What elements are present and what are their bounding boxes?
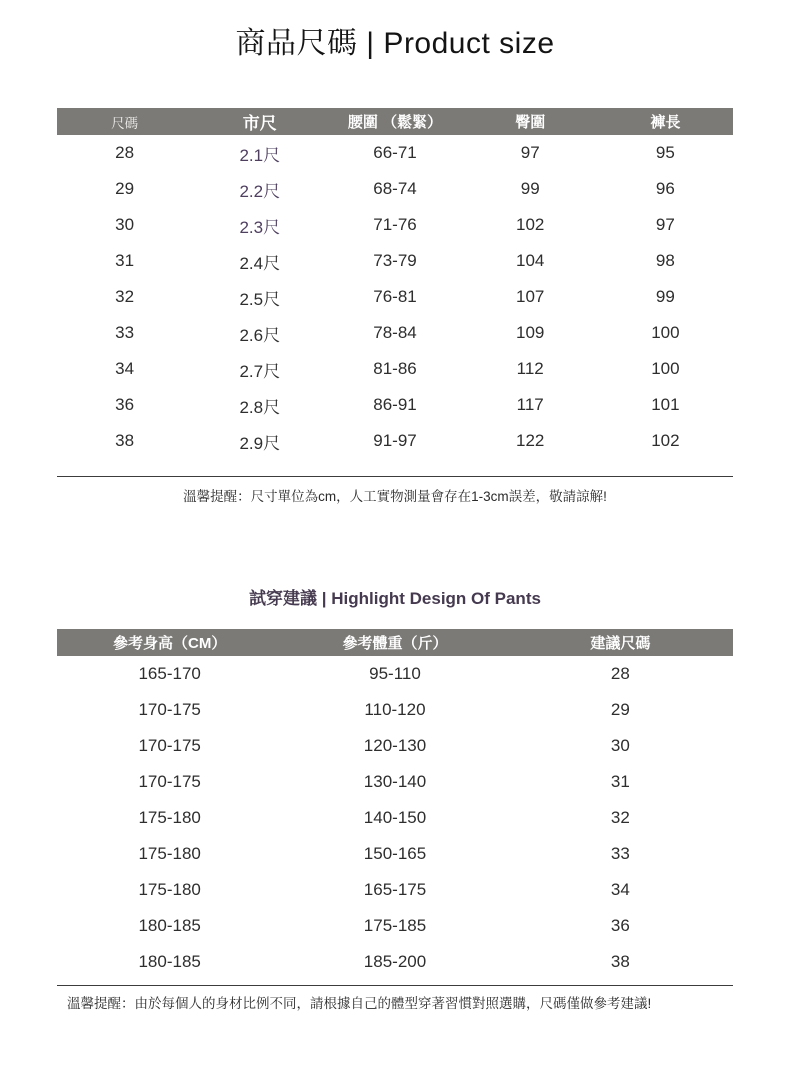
- size-table-row: [57, 207, 733, 243]
- fit-table-cell: 170-175: [138, 736, 201, 755]
- size-table-cell: 99: [655, 287, 675, 306]
- fit-table-body: [57, 656, 733, 980]
- fit-table-cell: 28: [610, 664, 630, 683]
- size-table-cell: 2.8尺: [239, 397, 281, 417]
- fit-table-cell: 29: [610, 700, 630, 719]
- size-table-note: 溫馨提醒：尺寸單位為cm，人工實物測量會存在1-3cm誤差，敬請諒解!: [183, 489, 607, 504]
- size-table: [57, 108, 733, 459]
- size-table-cell: 122: [516, 431, 545, 450]
- size-table-cell: 71-76: [373, 215, 417, 234]
- size-table-cell: 86-91: [373, 395, 417, 414]
- fit-table-cell: 175-180: [138, 880, 201, 899]
- size-table-cell: 2.7尺: [239, 361, 281, 381]
- fit-table-row: [57, 944, 733, 980]
- fit-table-cell: 165-170: [138, 664, 201, 683]
- size-table-cell: 101: [651, 395, 680, 414]
- content-area: [57, 108, 733, 1012]
- size-table-header-1: 市尺: [242, 114, 277, 133]
- fit-table-cell: 31: [610, 772, 630, 791]
- fit-table-cell: 110-120: [364, 700, 426, 719]
- fit-table-cell: 170-175: [138, 772, 201, 791]
- size-table-cell: 68-74: [373, 179, 417, 198]
- size-table-cell: 2.9尺: [239, 433, 281, 453]
- page-title: 商品尺碼 | Product size: [235, 27, 555, 60]
- size-table-row: [57, 351, 733, 387]
- fit-table-cell: 120-130: [363, 736, 427, 755]
- fit-table-row: [57, 656, 733, 692]
- fit-table-cell: 175-180: [138, 844, 201, 863]
- size-table-cell: 100: [651, 359, 680, 378]
- fit-table-cell: 130-140: [363, 772, 427, 791]
- fit-table-header-row: [57, 629, 733, 656]
- size-table-cell: 96: [655, 179, 675, 198]
- size-table-header-0: 尺碼: [111, 115, 139, 131]
- fit-table-cell: 36: [610, 916, 630, 935]
- fit-table-cell: 185-200: [363, 952, 427, 971]
- size-table-cell: 91-97: [373, 431, 417, 450]
- size-table-cell: 2.1尺: [239, 145, 281, 165]
- size-table-body: [57, 135, 733, 459]
- size-table-cell: 107: [516, 287, 545, 306]
- size-table-cell: 117: [516, 395, 544, 414]
- fit-table-cell: 38: [610, 952, 630, 971]
- size-table-row: [57, 423, 733, 459]
- size-table-cell: 76-81: [373, 287, 417, 306]
- size-table-header-4: 褲長: [650, 114, 681, 131]
- size-table-row: [57, 135, 733, 171]
- fit-table-row: [57, 872, 733, 908]
- fit-table-row: [57, 908, 733, 944]
- size-table-cell: 109: [516, 323, 545, 342]
- fit-table-cell: 140-150: [363, 808, 427, 827]
- size-table-cell: 112: [516, 359, 544, 378]
- size-table-cell: 97: [520, 143, 540, 162]
- size-table-cell: 28: [115, 143, 135, 162]
- size-table-cell: 33: [115, 323, 135, 342]
- fit-table-cell: 34: [610, 880, 630, 899]
- size-table-row: [57, 279, 733, 315]
- divider: [57, 476, 733, 477]
- fit-table: [57, 629, 733, 980]
- size-table-cell: 95: [655, 143, 675, 162]
- size-table-cell: 104: [516, 251, 545, 270]
- size-table-row: [57, 243, 733, 279]
- size-table-cell: 100: [651, 323, 680, 342]
- fit-table-note: 溫馨提醒：由於每個人的身材比例不同，請根據自己的體型穿著習慣對照選購，尺碼僅做參考建議!: [67, 996, 652, 1011]
- fit-table-section: [57, 629, 733, 1012]
- fit-table-cell: 180-185: [138, 952, 201, 971]
- fit-table-row: [57, 764, 733, 800]
- fit-table-cell: 175-185: [363, 916, 427, 935]
- size-table-cell: 2.3尺: [239, 217, 281, 237]
- fit-table-row: [57, 728, 733, 764]
- size-table-cell: 2.2尺: [239, 181, 281, 201]
- size-table-cell: 30: [115, 215, 135, 234]
- fit-table-row: [57, 692, 733, 728]
- fit-table-cell: 33: [610, 844, 630, 863]
- fit-table-cell: 175-180: [138, 808, 201, 827]
- size-table-cell: 78-84: [373, 323, 417, 342]
- fit-table-header-0: 參考身高（CM）: [112, 635, 227, 652]
- size-table-cell: 73-79: [373, 251, 417, 270]
- size-table-cell: 29: [115, 179, 135, 198]
- fit-table-header-1: 參考體重（斤）: [342, 635, 448, 652]
- size-table-header-2: 腰圍 （鬆緊）: [347, 114, 443, 131]
- size-table-row: [57, 387, 733, 423]
- fit-table-cell: 150-165: [363, 844, 427, 863]
- size-table-cell: 2.6尺: [239, 325, 281, 345]
- size-table-row: [57, 315, 733, 351]
- size-table-cell: 34: [115, 359, 135, 378]
- fit-table-header-2: 建議尺碼: [590, 635, 651, 652]
- size-table-row: [57, 171, 733, 207]
- fit-table-cell: 170-175: [138, 700, 201, 719]
- fit-table-cell: 95-110: [369, 664, 421, 683]
- size-table-header-row: [57, 108, 733, 135]
- size-table-cell: 2.5尺: [239, 289, 281, 309]
- size-table-cell: 102: [651, 431, 680, 450]
- fit-table-cell: 30: [610, 736, 630, 755]
- size-table-cell: 36: [115, 395, 135, 414]
- divider: [57, 985, 733, 986]
- fit-table-cell: 165-175: [363, 880, 427, 899]
- size-table-cell: 98: [655, 251, 675, 270]
- size-table-cell: 31: [115, 251, 135, 270]
- size-table-cell: 102: [516, 215, 545, 234]
- size-table-cell: 38: [115, 431, 135, 450]
- size-table-header-3: 臀圍: [515, 114, 546, 131]
- fit-table-cell: 180-185: [138, 916, 201, 935]
- fit-table-cell: 32: [610, 808, 630, 827]
- size-table-section: [57, 108, 733, 505]
- fit-section-title: 試穿建議 | Highlight Design Of Pants: [249, 589, 541, 608]
- size-table-cell: 2.4尺: [239, 253, 281, 273]
- size-table-cell: 66-71: [373, 143, 417, 162]
- size-table-cell: 81-86: [373, 359, 417, 378]
- fit-table-row: [57, 800, 733, 836]
- size-table-cell: 97: [655, 215, 675, 234]
- size-table-cell: 32: [115, 287, 135, 306]
- fit-table-row: [57, 836, 733, 872]
- size-table-cell: 99: [520, 179, 540, 198]
